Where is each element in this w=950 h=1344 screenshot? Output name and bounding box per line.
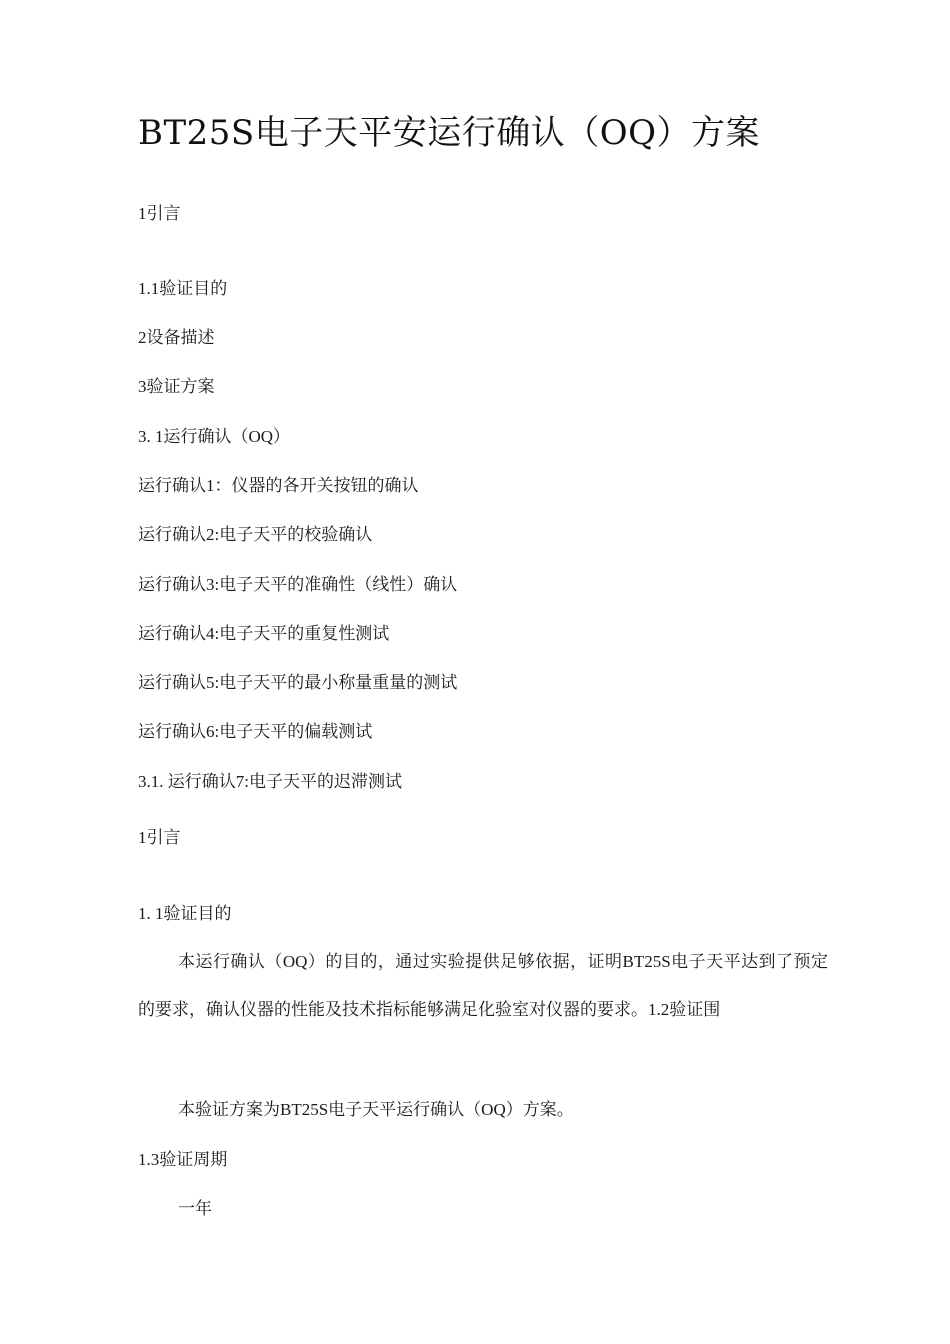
toc-item-operational-qualification: 3. 1运行确认（OQ） (138, 427, 291, 446)
toc-item-oq-7: 3.1. 运行确认7:电子天平的迟滞测试 (138, 772, 402, 791)
toc-item-verification-purpose: 1.1验证目的 (138, 279, 228, 298)
toc-item-equipment-description: 2设备描述 (138, 328, 215, 347)
section-heading-introduction: 1引言 (138, 828, 181, 847)
toc-item-oq-2: 运行确认2:电子天平的校验确认 (138, 525, 373, 544)
toc-item-oq-3: 运行确认3:电子天平的准确性（线性）确认 (138, 575, 458, 594)
toc-item-verification-plan: 3验证方案 (138, 377, 215, 396)
verification-period-value: 一年 (178, 1199, 212, 1218)
section-heading-verification-purpose: 1. 1验证目的 (138, 904, 232, 923)
toc-item-oq-4: 运行确认4:电子天平的重复性测试 (138, 624, 390, 643)
toc-item-oq-5: 运行确认5:电子天平的最小称量重量的测试 (138, 673, 458, 692)
toc-item-introduction: 1引言 (138, 204, 181, 223)
purpose-paragraph: 本运行确认（OQ）的目的，通过实验提供足够依据，证明BT25S电子天平达到了预定的要求，确认仪器的性能及技术指标能够满足化验室对仪器的要求。1.2验证围 (138, 952, 828, 1019)
document-title: BT25S电子天平安运行确认（OQ）方案 (138, 113, 760, 153)
toc-item-oq-1: 运行确认1：仪器的各开关按钮的确认 (138, 476, 419, 495)
toc-item-oq-6: 运行确认6:电子天平的偏载测试 (138, 722, 373, 741)
section-heading-verification-period: 1.3验证周期 (138, 1150, 228, 1169)
scope-paragraph: 本验证方案为BT25S电子天平运行确认（OQ）方案。 (178, 1100, 574, 1119)
